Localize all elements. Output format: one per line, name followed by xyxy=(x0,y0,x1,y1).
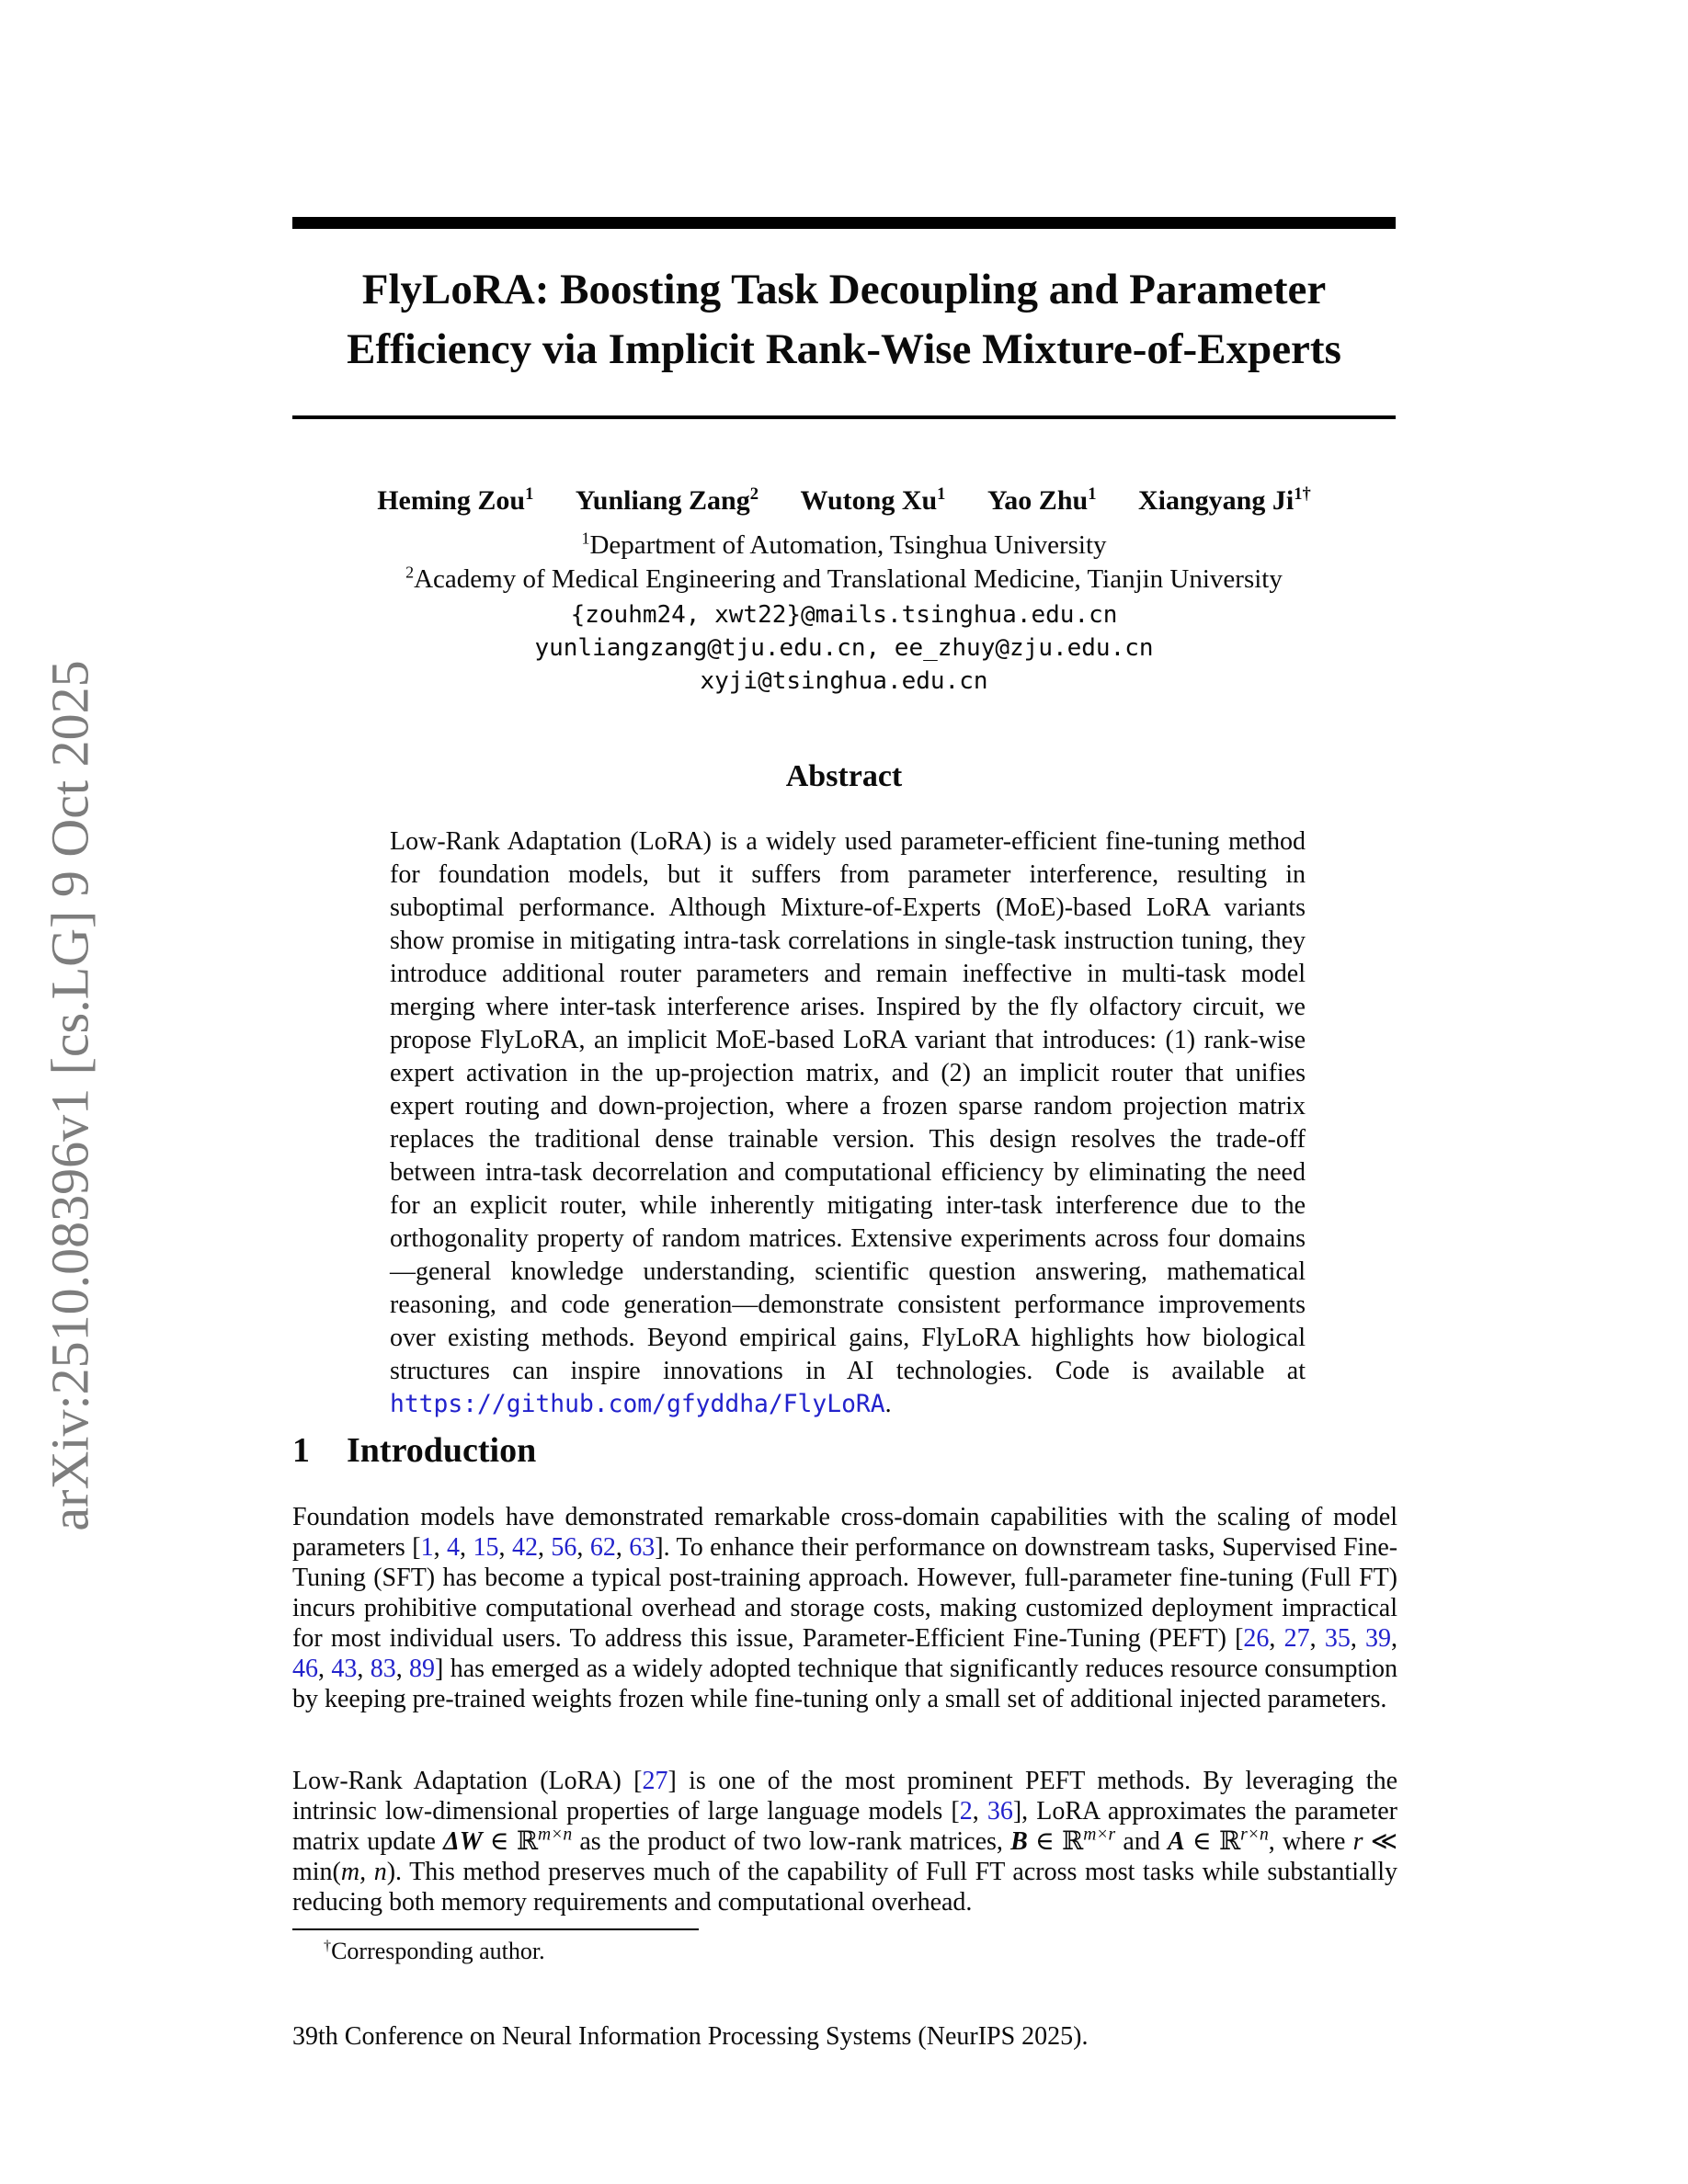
section-title: Introduction xyxy=(347,1431,537,1470)
citation-link[interactable]: 27 xyxy=(1283,1624,1310,1653)
author-affiliation-marker: 1 xyxy=(1088,484,1097,504)
author-name xyxy=(801,485,946,516)
math-var: m, n xyxy=(340,1858,387,1886)
dagger-marker: † xyxy=(324,1938,332,1954)
math-superscript: m×r xyxy=(1083,1825,1116,1845)
math-var-bold: B xyxy=(1010,1827,1028,1856)
paper-title xyxy=(292,260,1396,380)
author-affiliation-marker: 1 xyxy=(937,484,946,504)
author-affiliation-marker: 2 xyxy=(749,484,758,504)
author-list xyxy=(0,485,1688,517)
author-name-text: Wutong Xu xyxy=(800,485,938,516)
author-name xyxy=(987,485,1097,516)
affiliation-marker: 2 xyxy=(405,563,415,582)
citation-link[interactable]: 26 xyxy=(1243,1624,1270,1653)
citation-link[interactable]: 2 xyxy=(959,1797,973,1826)
citation-link[interactable]: 15 xyxy=(473,1533,499,1562)
math-var-bold: ΔW xyxy=(443,1827,483,1856)
author-name-text: Yunliang Zang xyxy=(575,485,750,516)
email-line: xyji@tsinghua.edu.cn xyxy=(700,667,988,695)
affiliation-text: Department of Automation, Tsinghua University xyxy=(589,530,1107,560)
footnote-text: Corresponding author. xyxy=(331,1938,545,1964)
math-var-bold: A xyxy=(1168,1827,1185,1856)
section-number: 1 xyxy=(292,1431,310,1470)
title-line: FlyLoRA: Boosting Task Decoupling and Parameter xyxy=(361,266,1327,313)
citation-link[interactable]: 43 xyxy=(331,1655,358,1683)
author-name-text: Xiangyang Ji xyxy=(1137,485,1295,516)
email-line: yunliangzang@tju.edu.cn, ee_zhuy@zju.edu.cn xyxy=(534,634,1154,662)
citation-link[interactable]: 83 xyxy=(370,1655,396,1683)
arxiv-stamp: arXiv:2510.08396v1 [cs.LG] 9 Oct 2025 xyxy=(40,660,100,1531)
author-name xyxy=(576,485,758,516)
author-affiliation-marker: 1 xyxy=(525,484,534,504)
title-rule-top xyxy=(292,217,1396,229)
author-name xyxy=(1138,485,1311,516)
citation-link[interactable]: 63 xyxy=(629,1533,656,1562)
affiliations xyxy=(0,529,1688,597)
math-superscript: m×n xyxy=(538,1825,573,1845)
math-superscript: r×n xyxy=(1240,1825,1269,1845)
author-name-text: Yao Zhu xyxy=(987,485,1089,516)
intro-paragraph-2: Low-Rank Adaptation (LoRA) [27] is one of the most prominent PEFT methods. By leveraging the intrinsic low-dimensional properties of large language models [2, 36], LoRA approximates the parameter matrix update ΔW ∈ ℝ$^{m\times n}$ as the product of two low-rank matrices, B ∈ ℝ$^{m\times r}$ and A ∈ ℝ$^{r\times n}$, where r ≪ min(m, n). This method preserves much of the capability of Full FT across most tasks while substantially reducing both memory requirements and computational overhead. xyxy=(292,1767,1398,1917)
conference-note: 39th Conference on Neural Information Processing Systems (NeurIPS 2025). xyxy=(292,2022,1089,2051)
affiliation-line xyxy=(0,529,1688,563)
citation-link[interactable]: 42 xyxy=(511,1533,538,1562)
author-name xyxy=(377,485,533,516)
citation-link[interactable]: 56 xyxy=(551,1533,577,1562)
email-line: {zouhm24, xwt22}@mails.tsinghua.edu.cn xyxy=(570,601,1118,629)
title-rule-bottom xyxy=(292,415,1396,419)
affiliation-line xyxy=(0,563,1688,597)
title-line: Efficiency via Implicit Rank-Wise Mixture-of-Experts xyxy=(347,325,1341,373)
external-link[interactable]: https://github.com/gfyddha/FlyLoRA xyxy=(390,1391,885,1418)
author-affiliation-marker: 1† xyxy=(1294,484,1311,504)
citation-link[interactable]: 1 xyxy=(420,1533,434,1562)
citation-link[interactable]: 39 xyxy=(1365,1624,1392,1653)
citation-link[interactable]: 62 xyxy=(589,1533,616,1562)
footnote-rule xyxy=(292,1928,699,1930)
citation-link[interactable]: 89 xyxy=(409,1655,436,1683)
citation-link[interactable]: 35 xyxy=(1324,1624,1351,1653)
affiliation-marker: 1 xyxy=(581,529,590,548)
math-var: r xyxy=(1352,1827,1363,1856)
citation-link[interactable]: 46 xyxy=(292,1655,318,1683)
corresponding-author-footnote xyxy=(324,1938,545,1965)
affiliation-text: Academy of Medical Engineering and Translational Medicine, Tianjin University xyxy=(414,564,1283,594)
citation-link[interactable]: 4 xyxy=(447,1533,461,1562)
abstract-text: Low-Rank Adaptation (LoRA) is a widely used parameter-efficient fine-tuning method for foundation models, but it suffers from parameter interference, resulting in suboptimal performance. Although Mixture-of-Experts (MoE)-based LoRA variants show promise in mitigating intra-task correlations in single-task instruction tuning, they introduce additional router parameters and remain ineffective in multi-task model merging where inter-task interference arises. Inspired by the fly olfactory circuit, we propose FlyLoRA, an implicit MoE-based LoRA variant that introduces: (1) rank-wise expert activation in the up-projection matrix, and (2) an implicit router that unifies expert routing and down-projection, where a frozen sparse random projection matrix replaces the traditional dense trainable version. This design resolves the trade-off between intra-task decorrelation and computational efficiency by eliminating the need for an explicit router, while inherently mitigating inter-task interference due to the orthogonality property of random matrices. Extensive experiments across four domains—general knowledge understanding, scientific question answering, mathematical reasoning, and code generation—demonstrate consistent performance improvements over existing methods. Beyond empirical gains, FlyLoRA highlights how biological structures can inspire innovations in AI technologies. Code is available at https://github.com/gfyddha/FlyLoRA. xyxy=(390,827,1306,1418)
author-name-text: Heming Zou xyxy=(377,485,526,516)
intro-paragraph-1: Foundation models have demonstrated remarkable cross-domain capabilities with the scaling of model parameters [1, 4, 15, 42, 56, 62, 63]. To enhance their performance on downstream tasks, Supervised Fine-Tuning (SFT) has become a typical post-training approach. However, full-parameter fine-tuning (Full FT) incurs prohibitive computational overhead and storage costs, making customized deployment impractical for most individual users. To address this issue, Parameter-Efficient Fine-Tuning (PEFT) [26, 27, 35, 39, 46, 43, 83, 89] has emerged as a widely adopted technique that significantly reduces resource consumption by keeping pre-trained weights frozen while fine-tuning only a small set of additional injected parameters. xyxy=(292,1503,1398,1713)
email-block xyxy=(0,598,1688,698)
citation-link[interactable]: 36 xyxy=(987,1797,1013,1826)
abstract-heading: Abstract xyxy=(785,759,903,793)
citation-link[interactable]: 27 xyxy=(642,1767,668,1795)
section-1-heading xyxy=(292,1430,536,1471)
